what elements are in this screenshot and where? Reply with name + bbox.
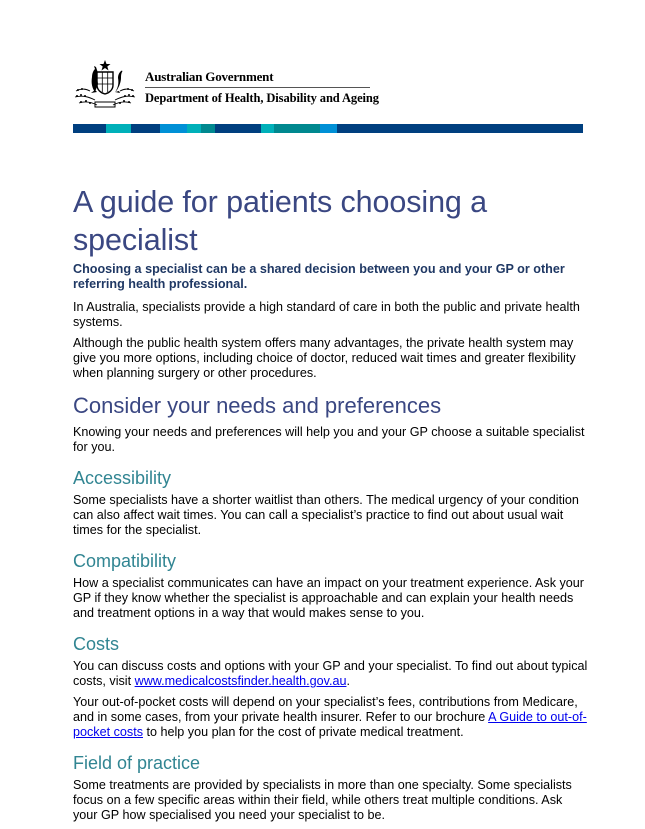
department-name: Department of Health, Disability and Ageing bbox=[145, 91, 379, 105]
intro-text: Choosing a specialist can be a shared decision between you and your GP or other referring health professional. bbox=[73, 262, 565, 291]
subheading-accessibility: Accessibility bbox=[73, 468, 172, 488]
text: . bbox=[346, 674, 350, 688]
bar-segment bbox=[73, 124, 106, 133]
decorative-color-bar bbox=[73, 124, 583, 133]
bar-segment bbox=[131, 124, 160, 133]
accessibility-text: Some specialists have a shorter waitlist than others. The medical urgency of your condition can also affect wait times. You can call a specialist’s practice to find out about usual wait times for the specialist. bbox=[73, 493, 579, 537]
field-of-practice-text: Some treatments are provided by specialists in more than one specialty. Some specialists focus on a few specific areas within their field, while others treat multiple conditions. Ask your GP how specialised you need your specialist to be. bbox=[73, 778, 572, 822]
subheading-field-of-practice: Field of practice bbox=[73, 753, 201, 773]
bar-segment bbox=[106, 124, 131, 133]
header-divider bbox=[145, 87, 370, 88]
bar-segment bbox=[201, 124, 215, 133]
bar-segment bbox=[274, 124, 320, 133]
bar-segment bbox=[160, 124, 187, 133]
bar-segment bbox=[337, 124, 583, 133]
section-text: Knowing your needs and preferences will help you and your GP choose a suitable specialist for you. bbox=[73, 425, 585, 454]
page-title: A guide for patients choosing a specialist bbox=[73, 185, 488, 257]
text: You can discuss costs and options with your GP and your specialist. To find out about typical costs, visit bbox=[73, 659, 588, 688]
paragraph: Although the public health system offers many advantages, the private health system may give you more options, including choice of doctor, reduced wait times and greater flexibility when planning surgery or other procedures. bbox=[73, 336, 576, 380]
section-heading: Consider your needs and preferences bbox=[73, 393, 442, 418]
costs-text-2 bbox=[73, 695, 588, 740]
paragraph: In Australia, specialists provide a high standard of care in both the public and private health systems. bbox=[73, 300, 580, 329]
government-header bbox=[73, 57, 383, 115]
bar-segment bbox=[261, 124, 274, 133]
costs-text-1 bbox=[73, 659, 588, 689]
subheading-costs: Costs bbox=[73, 634, 120, 654]
subheading-compatibility: Compatibility bbox=[73, 551, 177, 571]
out-of-pocket-guide-link[interactable]: A Guide to out-of-pocket costs bbox=[73, 710, 587, 739]
coat-of-arms-icon bbox=[73, 59, 137, 111]
bar-segment bbox=[215, 124, 261, 133]
text: to help you plan for the cost of private medical treatment. bbox=[143, 725, 464, 739]
compatibility-text: How a specialist communicates can have an impact on your treatment experience. Ask your GP if they know whether the specialist is approachable and can explain your health needs and treatment options in a way that would makes sense to you. bbox=[73, 576, 584, 620]
document-body bbox=[73, 183, 588, 829]
bar-segment bbox=[320, 124, 337, 133]
medical-costs-finder-link[interactable]: www.medicalcostsfinder.health.gov.au bbox=[134, 674, 347, 688]
government-name: Australian Government bbox=[145, 69, 274, 84]
text: Your out-of-pocket costs will depend on your specialist’s fees, contributions from Medicare, and in some cases, from your private health insurer. Refer to our brochure bbox=[73, 695, 578, 724]
bar-segment bbox=[187, 124, 201, 133]
